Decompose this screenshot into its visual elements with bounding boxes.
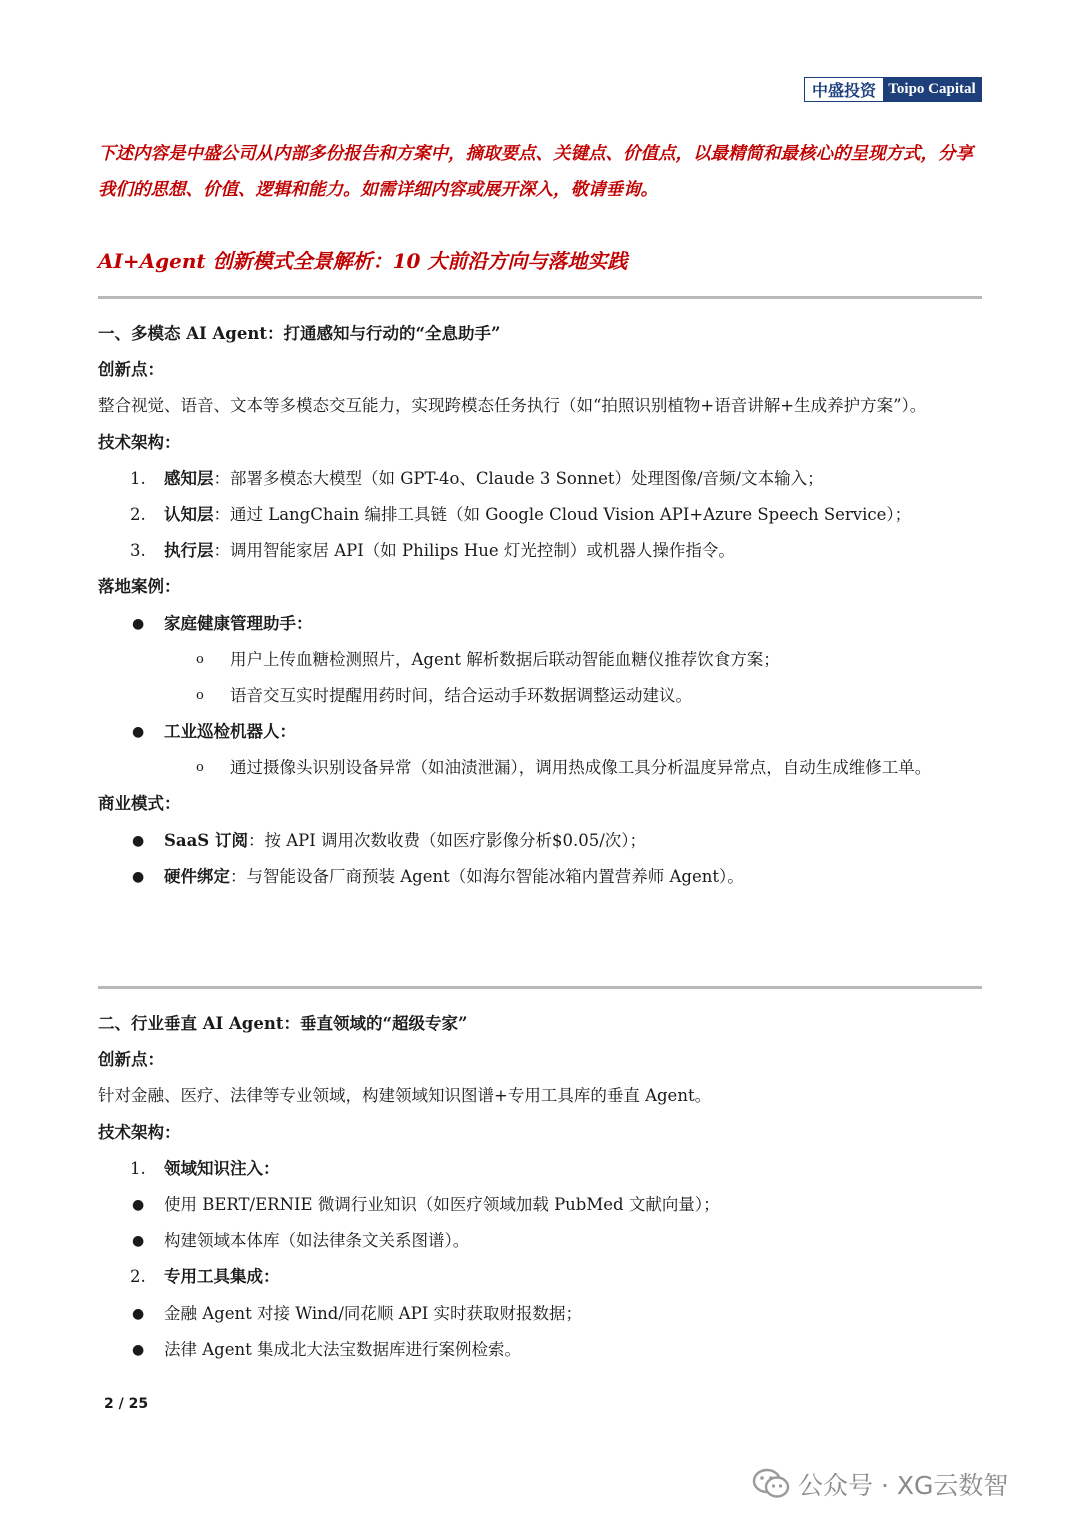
- page-current: 2: [104, 1396, 114, 1412]
- case-subitem: [98, 750, 982, 786]
- logo-english: Toipo Capital: [883, 78, 981, 101]
- logo-chinese: 中盛投资: [805, 78, 883, 101]
- item-number: 2.: [130, 1267, 146, 1287]
- case-subitem-text: 用户上传血糖检测照片，Agent 解析数据后联动智能血糖仪推荐饮食方案；: [230, 649, 780, 669]
- arch-step-title: 专用工具集成：: [164, 1267, 280, 1287]
- cases-label: 落地案例：: [98, 577, 181, 597]
- page-separator: /: [118, 1396, 129, 1412]
- wechat-watermark: [752, 1462, 1008, 1506]
- arch-step: [98, 1259, 982, 1295]
- circle-bullet-icon: o: [196, 687, 204, 703]
- case-subitem: [98, 678, 982, 714]
- arch-term: 执行层: [164, 541, 214, 561]
- bullet-icon: ●: [132, 1196, 145, 1213]
- business-model-label: 商业模式：: [98, 794, 181, 814]
- arch-step-item-text: 使用 BERT/ERNIE 微调行业知识（如医疗领域加载 PubMed 文献向量）；: [164, 1194, 720, 1214]
- divider-middle: [98, 986, 982, 989]
- circle-bullet-icon: o: [196, 760, 204, 776]
- arch-step-item-text: 构建领域本体库（如法律条文关系图谱）。: [164, 1231, 470, 1251]
- arch-step-title: 领域知识注入：: [164, 1158, 280, 1178]
- business-term: SaaS 订阅: [164, 830, 248, 850]
- innovation-text: 整合视觉、语音、文本等多模态交互能力，实现跨模态任务执行（如“拍照识别植物+语音讲解+生成养护方案”）。: [98, 396, 927, 416]
- intro-statement: 下述内容是中盛公司从内部多份报告和方案中，摘取要点、关键点、价值点，以最精简和最核心的呈现方式，分享我们的思想、价值、逻辑和能力。如需详细内容或展开深入，敬请垂询。: [98, 144, 973, 200]
- bullet-icon: ●: [132, 724, 145, 741]
- section-2: [98, 1006, 982, 1368]
- case-subitem-text: 通过摄像头识别设备异常（如油渍泄漏），调用热成像工具分析温度异常点，自动生成维修工单。: [230, 758, 932, 778]
- bullet-icon: ●: [132, 615, 145, 632]
- item-number: 2.: [130, 504, 146, 524]
- circle-bullet-icon: o: [196, 651, 204, 667]
- arch-step-item: [98, 1187, 982, 1223]
- arch-step-item-text: 金融 Agent 对接 Wind/同花顺 API 实时获取财报数据；: [164, 1303, 582, 1323]
- item-number: 1.: [130, 468, 146, 488]
- bullet-icon: ●: [132, 1341, 145, 1358]
- divider-top: [98, 296, 982, 299]
- page-total: 25: [128, 1396, 149, 1412]
- case-subitem: [98, 642, 982, 678]
- architecture-label: 技术架构：: [98, 432, 181, 452]
- case-item: [98, 606, 982, 642]
- business-item: [98, 859, 982, 895]
- bullet-icon: ●: [132, 832, 145, 849]
- innovation-text: 针对金融、医疗、法律等专业领域，构建领域知识图谱+专用工具库的垂直 Agent。: [98, 1086, 712, 1106]
- arch-step: [98, 1151, 982, 1187]
- architecture-label: 技术架构：: [98, 1122, 181, 1142]
- arch-item: [98, 533, 982, 569]
- business-item: [98, 823, 982, 859]
- bullet-icon: ●: [132, 868, 145, 885]
- page-number: [104, 1396, 148, 1412]
- section-1-heading: 一、多模态 AI Agent：打通感知与行动的“全息助手”: [98, 324, 501, 343]
- business-text: ：按 API 调用次数收费（如医疗影像分析$0.05/次）；: [247, 830, 647, 850]
- case-item: [98, 714, 982, 750]
- arch-step-item: [98, 1223, 982, 1259]
- case-title: 工业巡检机器人：: [164, 722, 296, 742]
- item-number: 3.: [130, 541, 146, 561]
- innovation-label: 创新点：: [98, 360, 164, 380]
- arch-step-item: [98, 1332, 982, 1368]
- company-logo: [804, 77, 982, 102]
- arch-text: ：部署多模态大模型（如 GPT-4o、Claude 3 Sonnet）处理图像/音频/文本输入；: [213, 468, 824, 488]
- document-title: AI+Agent 创新模式全景解析：10 大前沿方向与落地实践: [98, 249, 628, 273]
- arch-step-item: [98, 1296, 982, 1332]
- watermark-text: 公众号 · XG云数智: [798, 1471, 1009, 1500]
- arch-term: 感知层: [164, 468, 214, 488]
- arch-item: [98, 461, 982, 497]
- arch-step-item-text: 法律 Agent 集成北大法宝数据库进行案例检索。: [164, 1339, 521, 1359]
- arch-item: [98, 497, 982, 533]
- section-1: [98, 316, 982, 895]
- arch-text: ：调用智能家居 API（如 Philips Hue 灯光控制）或机器人操作指令。: [213, 541, 735, 561]
- business-text: ：与智能设备厂商预装 Agent（如海尔智能冰箱内置营养师 Agent）。: [230, 866, 744, 886]
- innovation-label: 创新点：: [98, 1050, 164, 1070]
- section-2-heading: 二、行业垂直 AI Agent：垂直领域的“超级专家”: [98, 1014, 468, 1033]
- business-term: 硬件绑定: [164, 866, 230, 886]
- arch-term: 认知层: [164, 504, 214, 524]
- wechat-icon: [752, 1468, 790, 1500]
- bullet-icon: ●: [132, 1233, 145, 1250]
- case-subitem-text: 语音交互实时提醒用药时间，结合运动手环数据调整运动建议。: [230, 685, 692, 705]
- arch-text: ：通过 LangChain 编排工具链（如 Google Cloud Vision API+Azure Speech Service）；: [213, 504, 912, 524]
- item-number: 1.: [130, 1158, 146, 1178]
- case-title: 家庭健康管理助手：: [164, 613, 313, 633]
- bullet-icon: ●: [132, 1305, 145, 1322]
